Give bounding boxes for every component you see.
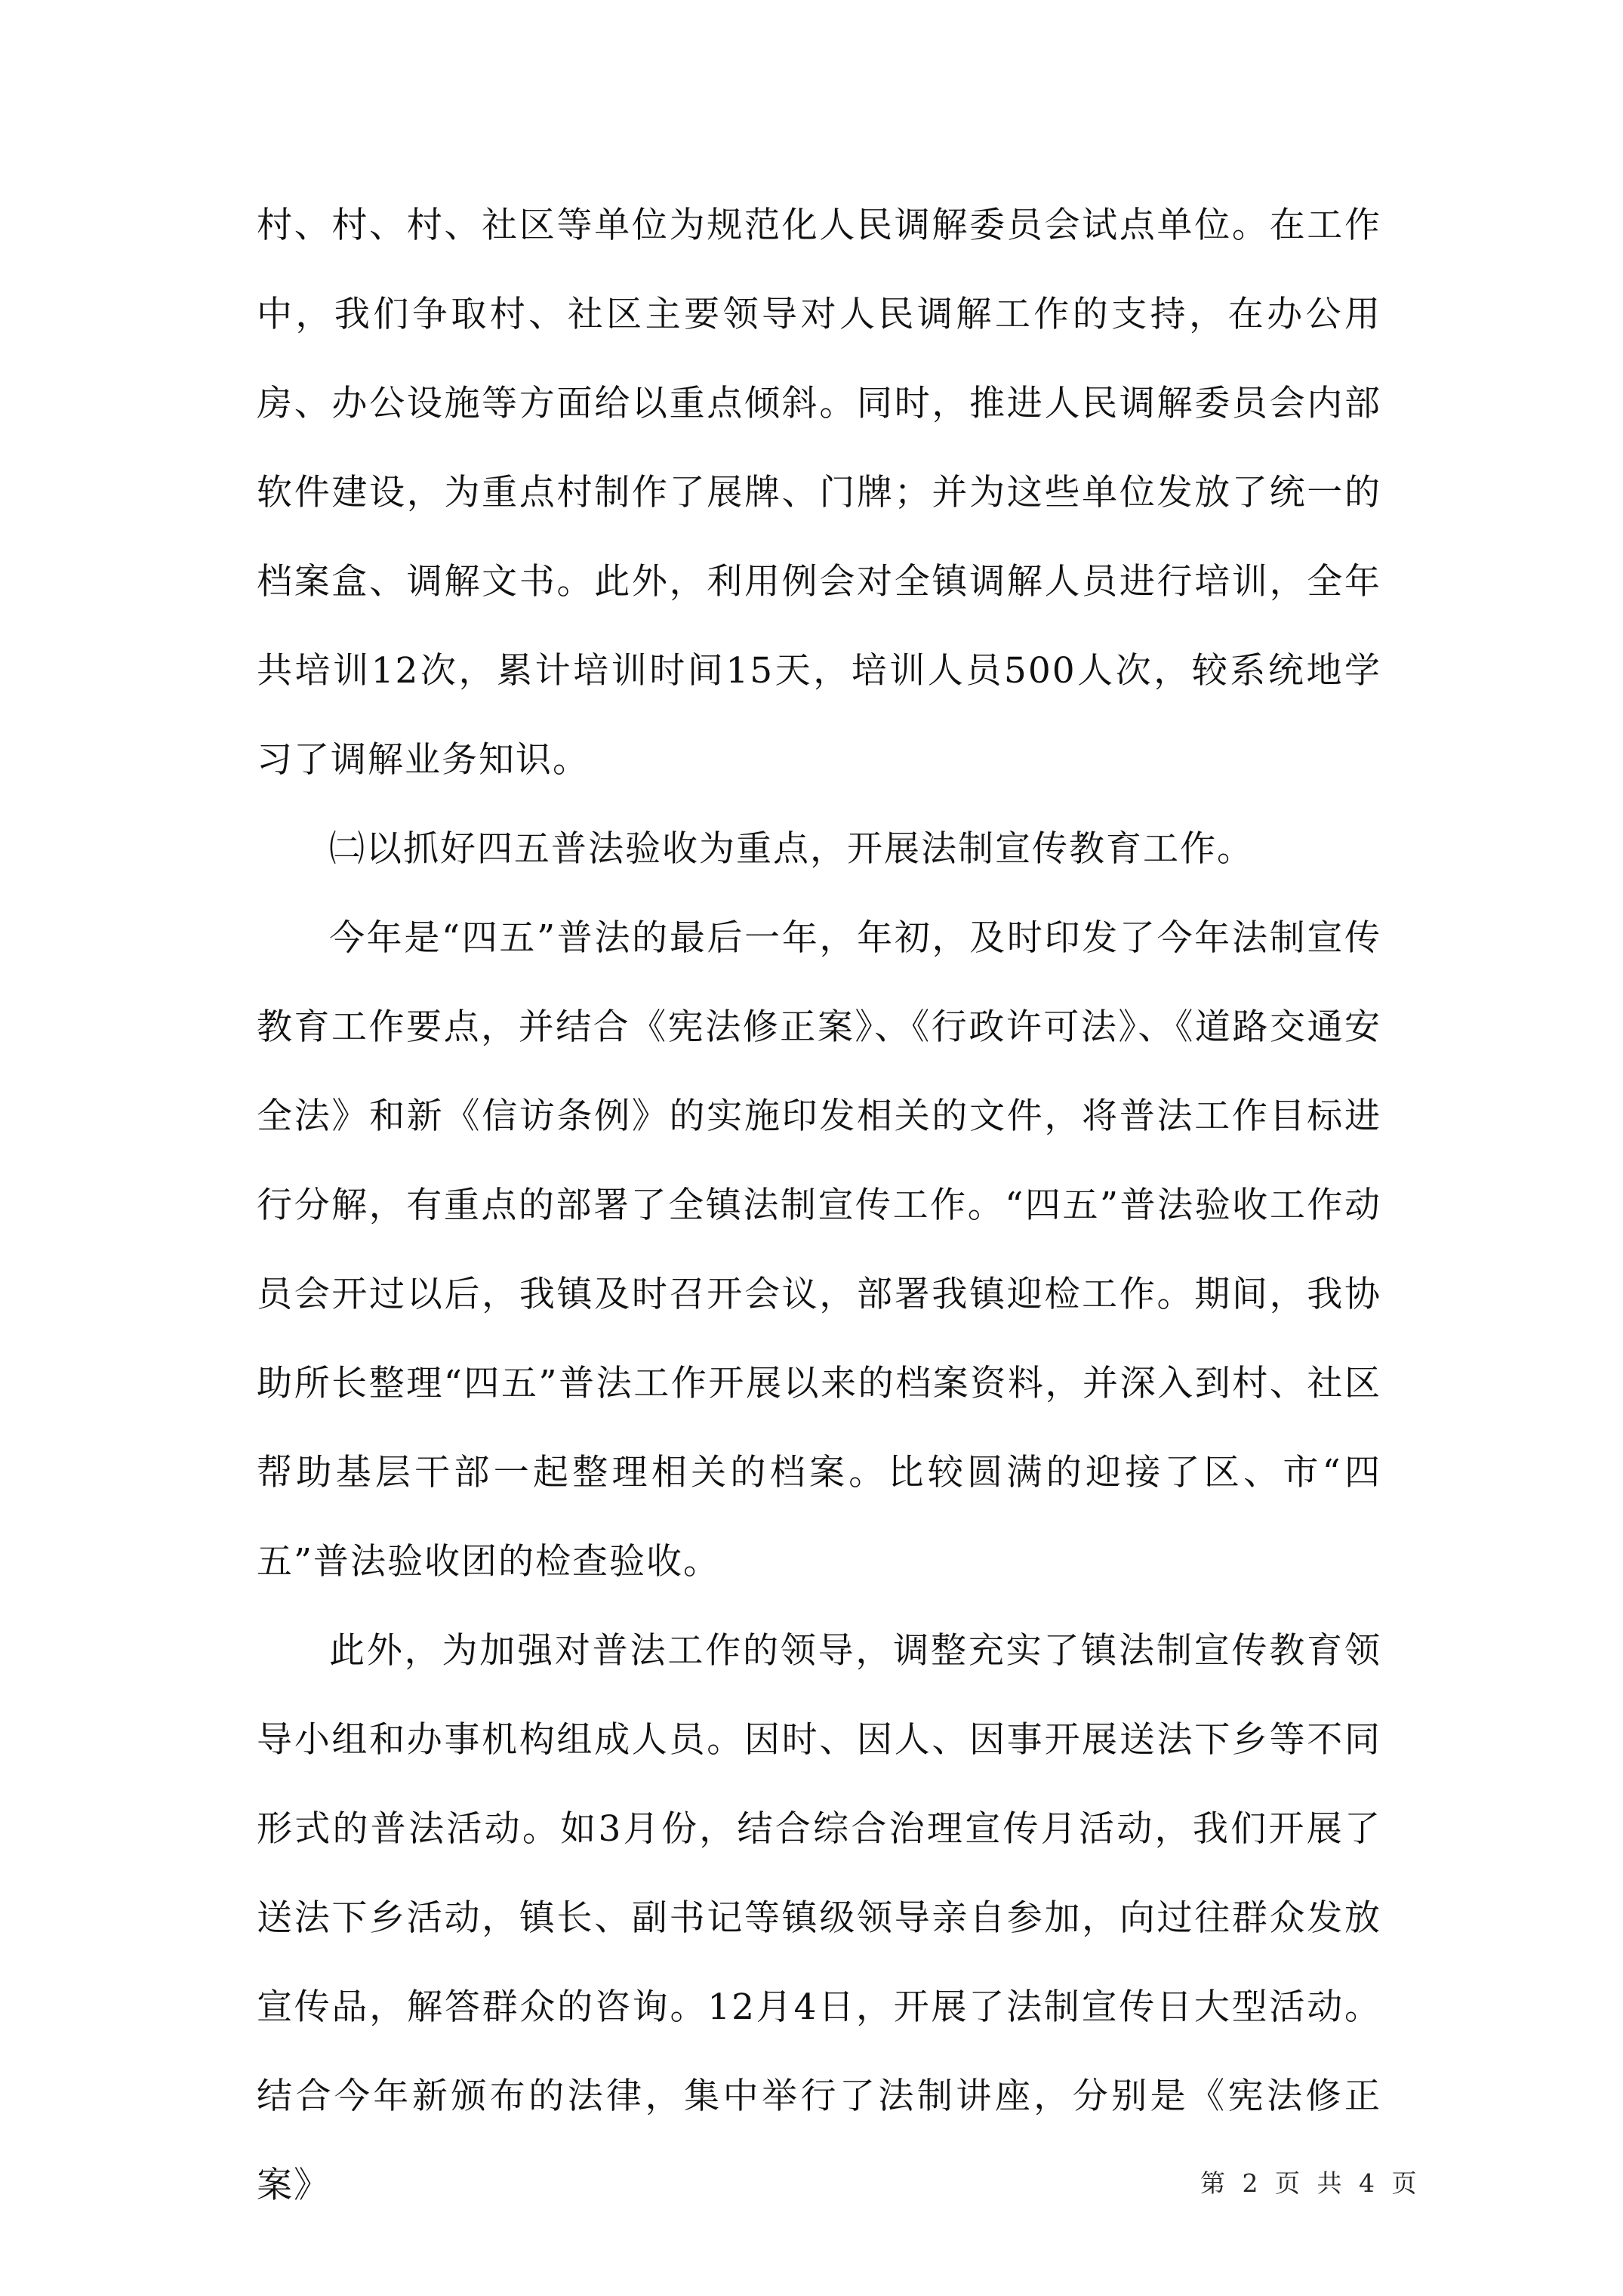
document-body [257, 181, 1381, 2230]
paragraph-legal-activities: 此外，为加强对普法工作的领导，调整充实了镇法制宣传教育领导小组和办事机构组成人员。因时、因人、因事开展送法下乡等不同形式的普法活动。如3月份，结合综合治理宣传月活动，我们开展了送法下乡活动，镇长、副书记等镇级领导亲自参加，向过往群众发放宣传品，解答群众的咨询。12月4日，开展了法制宣传日大型活动。结合今年新颁布的法律，集中举行了法制讲座，分别是《宪法修正案》 [257, 1630, 1381, 2206]
paragraph-pilot-units: 村、村、村、社区等单位为规范化人民调解委员会试点单位。在工作中，我们争取村、社区主要领导对人民调解工作的支持，在办公用房、办公设施等方面给以重点倾斜。同时，推进人民调解委员会内部软件建设，为重点村制作了展牌、门牌；并为这些单位发放了统一的档案盒、调解文书。此外，利用例会对全镇调解人员进行培训，全年共培训12次，累计培训时间15天，培训人员500人次，较系统地学习了调解业务知识。 [257, 205, 1381, 781]
page-number-footer: 第 2 页 共 4 页 [1200, 2168, 1421, 2198]
paragraph-fourth-five-year-plan: 今年是“四五”普法的最后一年，年初，及时印发了今年法制宣传教育工作要点，并结合《宪法修正案》、《行政许可法》、《道路交通安全法》和新《信访条例》的实施印发相关的文件，将普法工作目标进行分解，有重点的部署了全镇法制宣传工作。“四五”普法验收工作动员会开过以后，我镇及时召开会议，部署我镇迎检工作。期间，我协助所长整理“四五”普法工作开展以来的档案资料，并深入到村、社区帮助基层干部一起整理相关的档案。比较圆满的迎接了区、市“四五”普法验收团的检查验收。 [257, 917, 1381, 1583]
section-heading-legal-education: ㈡以抓好四五普法验收为重点，开展法制宣传教育工作。 [329, 828, 1254, 870]
